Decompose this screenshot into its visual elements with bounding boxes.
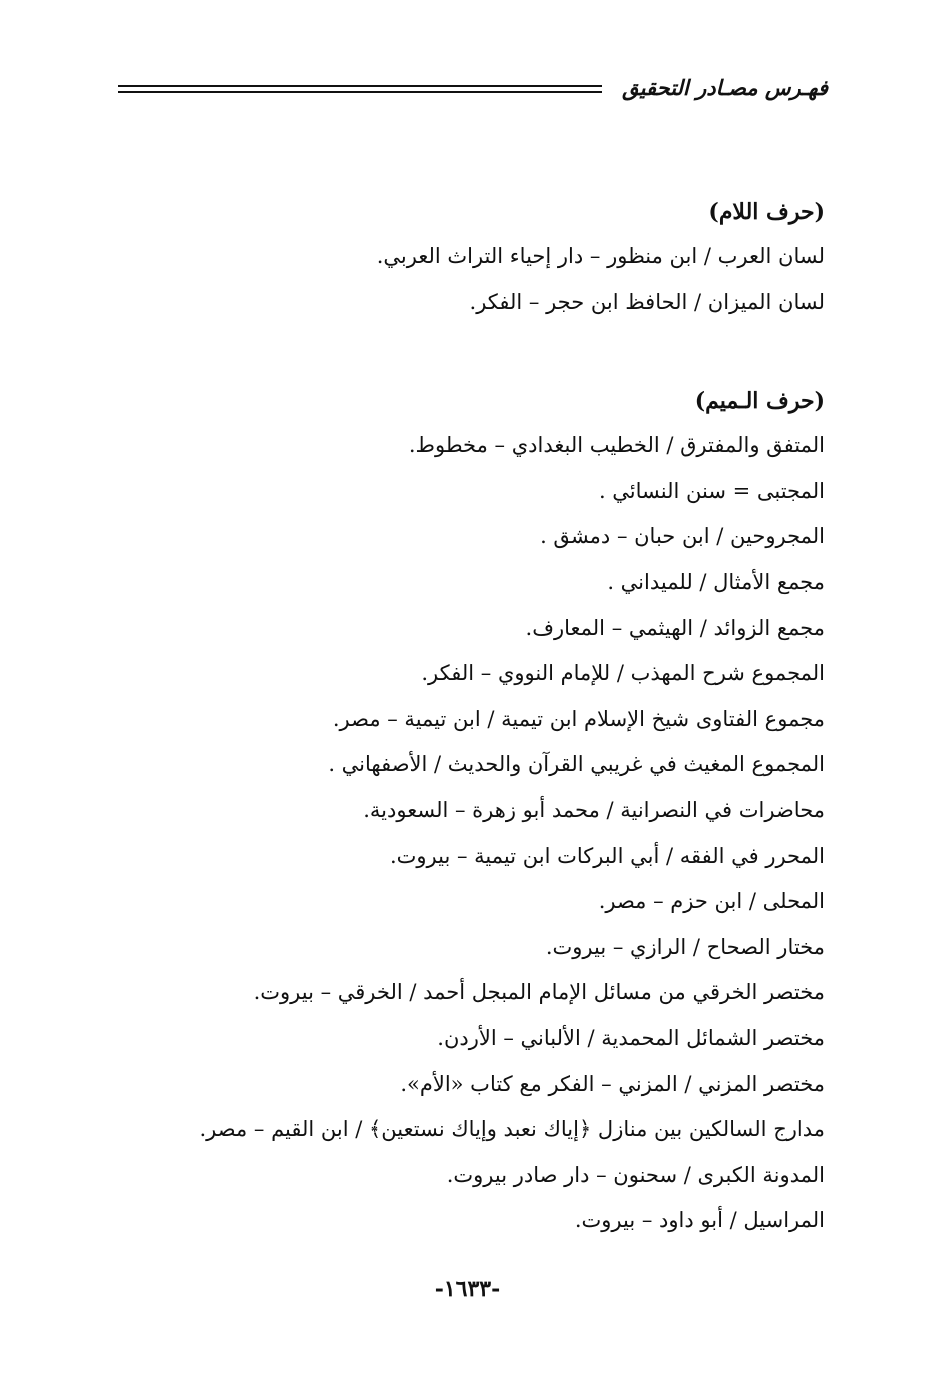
index-entry: محاضرات في النصرانية / محمد أبو زهرة – السعودية.: [363, 797, 825, 822]
index-entry: مجموع الفتاوى شيخ الإسلام ابن تيمية / ابن تيمية – مصر.: [332, 706, 825, 731]
index-entry: مجمع الأمثال / للميداني .: [607, 569, 825, 594]
index-entry: مدارج السالكين بين منازل ﴿إياك نعبد وإياك نستعين﴾ / ابن القيم – مصر.: [199, 1117, 825, 1142]
index-entry: المحرر في الفقه / أبي البركات ابن تيمية – بيروت.: [389, 843, 825, 868]
index-entry: مختصر المزني / المزني – الفكر مع كتاب «الأم».: [400, 1071, 825, 1096]
header-rule-line-top: [118, 85, 602, 87]
header-double-rule: [118, 85, 602, 97]
header-rule-line-bottom: [118, 91, 602, 93]
index-entry: لسان الميزان / الحافظ ابن حجر – الفكر.: [469, 289, 825, 314]
index-entry: المجموع شرح المهذب / للإمام النووي – الفكر.: [421, 661, 825, 686]
index-entry: المجروحين / ابن حبان – دمشق .: [540, 524, 825, 549]
section-heading: (حرف اللام): [708, 199, 825, 225]
index-entry: المراسيل / أبو داود – بيروت.: [574, 1208, 825, 1233]
page-number: -١٦٣٣-: [434, 1276, 501, 1302]
section-heading: (حرف الـميم): [694, 388, 825, 415]
index-content: [105, 190, 825, 1244]
index-entry: مختار الصحاح / الرازي – بيروت.: [545, 934, 825, 959]
index-entry: المدونة الكبرى / سحنون – دار صادر بيروت.: [446, 1162, 825, 1187]
index-entry: المحلى / ابن حزم – مصر.: [598, 889, 825, 914]
index-entry: المجتبى = سنن النسائي .: [598, 478, 825, 503]
running-header: [118, 70, 828, 110]
index-entry: المتفق والمفترق / الخطيب البغدادي – مخطوط.: [408, 433, 825, 458]
index-entry: مختصر الخرقي من مسائل الإمام المبجل أحمد / الخرقي – بيروت.: [253, 980, 825, 1005]
index-entry: مختصر الشمائل المحمدية / الألباني – الأردن.: [437, 1025, 825, 1050]
index-entry: لسان العرب / ابن منظور – دار إحياء التراث العربي.: [376, 244, 825, 268]
section-lam: [105, 190, 825, 325]
section-meem: [105, 379, 825, 1244]
index-entry: المجموع المغيث في غريبي القرآن والحديث / الأصفهاني .: [328, 752, 825, 777]
running-header-title: فهـرس مصـادر التحقيق: [622, 75, 828, 100]
index-entry: مجمع الزوائد / الهيثمي – المعارف.: [525, 615, 825, 640]
